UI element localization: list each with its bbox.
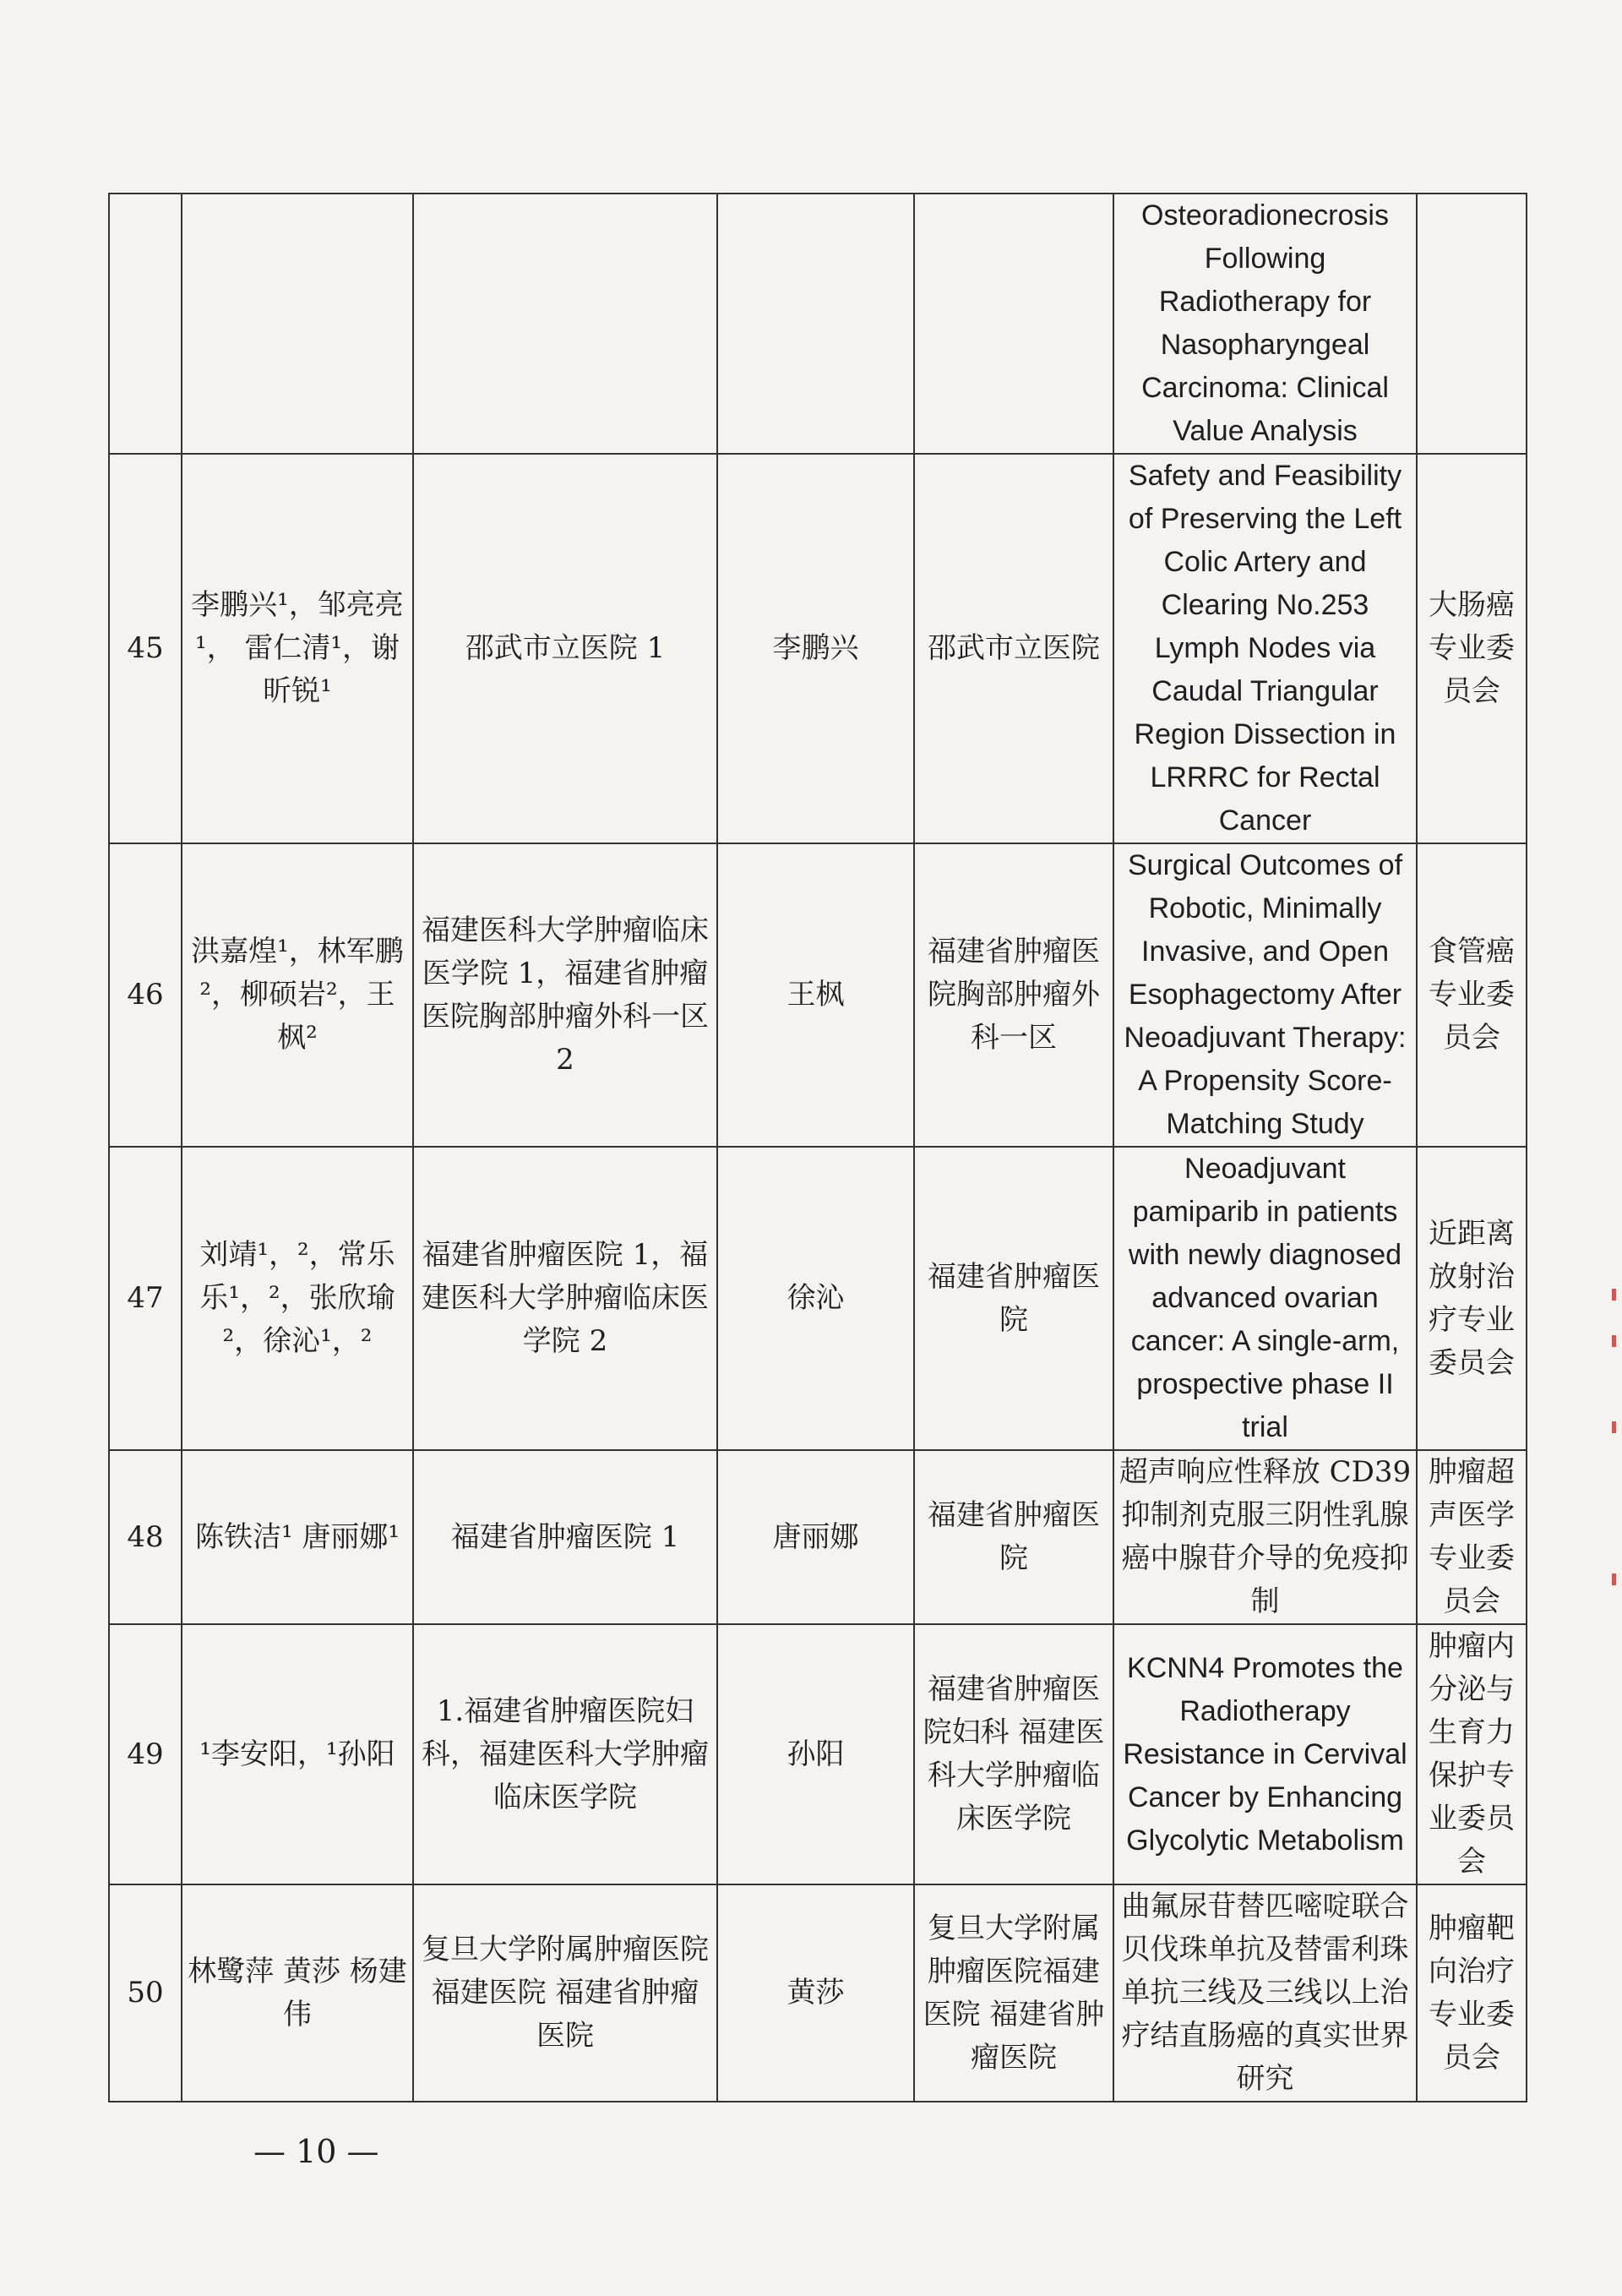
presenter-cell: 唐丽娜	[717, 1450, 914, 1624]
page-number: — 10 —	[253, 2133, 379, 2170]
stamp-edge-mark	[1612, 1335, 1616, 1347]
presenter-unit-cell: 福建省肿瘤医院胸部肿瘤外科一区	[914, 843, 1113, 1147]
title-cell: 曲氟尿苷替匹嘧啶联合贝伐珠单抗及替雷利珠单抗三线及三线以上治疗结直肠癌的真实世界研究	[1113, 1884, 1417, 2102]
row-number: 45	[109, 454, 182, 843]
row-number	[109, 194, 182, 454]
authors-cell: 刘靖¹，²，常乐乐¹，²，张欣瑜²，徐沁¹，²	[182, 1147, 413, 1450]
row-number: 49	[109, 1624, 182, 1884]
row-number: 46	[109, 843, 182, 1147]
committee-cell: 肿瘤靶向治疗专业委员会	[1417, 1884, 1527, 2102]
authors-cell: 李鹏兴¹，邹亮亮¹， 雷仁清¹，谢昕锐¹	[182, 454, 413, 843]
authors-cell: ¹李安阳，¹孙阳	[182, 1624, 413, 1884]
authors-cell	[182, 194, 413, 454]
committee-cell: 大肠癌专业委员会	[1417, 454, 1527, 843]
presenter-cell: 黄莎	[717, 1884, 914, 2102]
institution-cell: 邵武市立医院 1	[413, 454, 717, 843]
stamp-edge-mark	[1612, 1289, 1616, 1301]
table-row	[109, 1450, 1527, 1624]
results-table	[108, 193, 1527, 2102]
table-row	[109, 1624, 1527, 1884]
presenter-cell: 王枫	[717, 843, 914, 1147]
presenter-unit-cell: 邵武市立医院	[914, 454, 1113, 843]
committee-cell: 近距离放射治疗专业委员会	[1417, 1147, 1527, 1450]
table-row	[109, 1147, 1527, 1450]
stamp-edge-mark	[1612, 1421, 1616, 1433]
table-row	[109, 1884, 1527, 2102]
presenter-unit-cell: 福建省肿瘤医院	[914, 1450, 1113, 1624]
presenter-cell: 孙阳	[717, 1624, 914, 1884]
authors-cell: 陈铁洁¹ 唐丽娜¹	[182, 1450, 413, 1624]
presenter-unit-cell: 福建省肿瘤医院	[914, 1147, 1113, 1450]
title-cell: 超声响应性释放 CD39 抑制剂克服三阴性乳腺癌中腺苷介导的免疫抑制	[1113, 1450, 1417, 1624]
title-cell: KCNN4 Promotes the Radiotherapy Resistance in Cervival Cancer by Enhancing Glycolytic Metabolism	[1113, 1624, 1417, 1884]
presenter-cell: 徐沁	[717, 1147, 914, 1450]
row-number: 48	[109, 1450, 182, 1624]
institution-cell: 福建省肿瘤医院 1	[413, 1450, 717, 1624]
table-row	[109, 454, 1527, 843]
stamp-edge-mark	[1612, 1573, 1616, 1585]
table-row	[109, 194, 1527, 454]
institution-cell: 复旦大学附属肿瘤医院福建医院 福建省肿瘤医院	[413, 1884, 717, 2102]
institution-cell	[413, 194, 717, 454]
presenter-unit-cell	[914, 194, 1113, 454]
title-cell: Osteoradionecrosis Following Radiotherapy for Nasopharyngeal Carcinoma: Clinical Value Analysis	[1113, 194, 1417, 454]
presenter-cell	[717, 194, 914, 454]
presenter-unit-cell: 福建省肿瘤医院妇科 福建医科大学肿瘤临床医学院	[914, 1624, 1113, 1884]
authors-cell: 洪嘉煌¹，林军鹏²，柳硕岩²，王枫²	[182, 843, 413, 1147]
row-number: 50	[109, 1884, 182, 2102]
institution-cell: 1.福建省肿瘤医院妇科，福建医科大学肿瘤临床医学院	[413, 1624, 717, 1884]
institution-cell: 福建医科大学肿瘤临床医学院 1，福建省肿瘤医院胸部肿瘤外科一区 2	[413, 843, 717, 1147]
title-cell: Surgical Outcomes of Robotic, Minimally Invasive, and Open Esophagectomy After Neoadjuvant Therapy: A Propensity Score-Matching Study	[1113, 843, 1417, 1147]
authors-cell: 林鹭萍 黄莎 杨建伟	[182, 1884, 413, 2102]
committee-cell	[1417, 194, 1527, 454]
committee-cell: 肿瘤内分泌与生育力保护专业委员会	[1417, 1624, 1527, 1884]
table-row	[109, 843, 1527, 1147]
row-number: 47	[109, 1147, 182, 1450]
title-cell: Safety and Feasibility of Preserving the Left Colic Artery and Clearing No.253 Lymph Nodes via Caudal Triangular Region Dissection in LRRRC for Rectal Cancer	[1113, 454, 1417, 843]
institution-cell: 福建省肿瘤医院 1，福建医科大学肿瘤临床医学院 2	[413, 1147, 717, 1450]
presenter-cell: 李鹏兴	[717, 454, 914, 843]
title-cell: Neoadjuvant pamiparib in patients with newly diagnosed advanced ovarian cancer: A single-arm, prospective phase II trial	[1113, 1147, 1417, 1450]
presenter-unit-cell: 复旦大学附属肿瘤医院福建医院 福建省肿瘤医院	[914, 1884, 1113, 2102]
committee-cell: 肿瘤超声医学专业委员会	[1417, 1450, 1527, 1624]
committee-cell: 食管癌专业委员会	[1417, 843, 1527, 1147]
